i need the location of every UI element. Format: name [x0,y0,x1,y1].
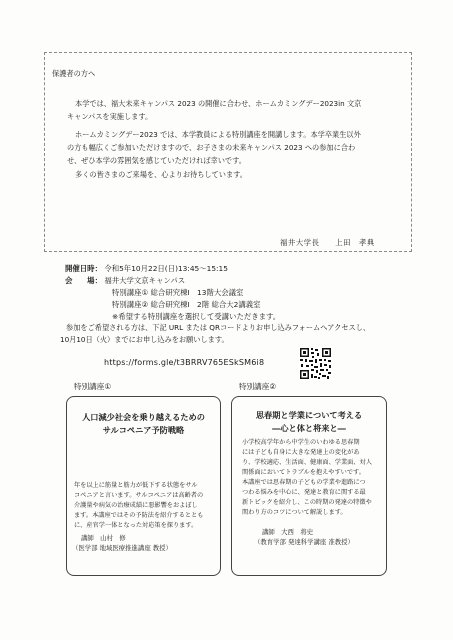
greeting-paragraph-1-line-2: キャンパスを実施します。 [67,112,153,121]
apply-line-1: 参加をご希望される方は、下記 URL または QRコードよりお申し込みフォームへアクセスし、 [66,323,371,332]
date-value: 令和5年10月22日(日)13:45～15:15 [104,264,228,273]
lecture2-lecturer: 講師 大西 将史 [262,528,314,536]
lecture1-tag: 特別講座① [74,382,112,391]
lecture2-body-line: つわる悩みを中心に、発達と教育に関する最 [242,489,366,496]
date-row [65,263,228,275]
lecture2-affiliation: （教育学部 発達科学講座 准教授） [254,538,354,546]
venue-value: 福井大学文京キャンパス [104,276,186,285]
apply-line-2: 10月10日（火）までにお申し込みをお願いします。 [60,335,229,344]
lecture2-title-line-1: 思春期と学業について考える [255,410,363,420]
lecture1-room: 特別講座① 総合研究棟Ⅰ 13階大会議室 [112,288,244,297]
lecture2-body-line: 関係面においてトラブルを抱えやすいです。 [242,469,365,476]
lecture2-card [231,396,387,576]
lecture1-title-line-2: サルコペニア予防戦略 [102,425,185,435]
greeting-paragraph-1-line-1: 本学では、福大未来キャンパス 2023 の開催に合わせ、ホームカミングデー2023in 文京 [75,99,362,108]
lecture2-title-line-2: ―心と体と将来と― [272,423,346,433]
lecture2-tag: 特別講座② [239,382,277,391]
lecture1-title-line-1: 人口減少社会を乗り越えるための [82,412,205,422]
lecture2-body-line: には子ども自身に大きな発達上の変化があ [242,449,360,456]
lecture1-lecturer: 講師 山村 修 [81,534,126,542]
venue-label: 会 場： [65,276,102,285]
lecture1-card [66,396,221,576]
qr-code-icon[interactable] [299,347,332,380]
lecture2-body-line: 新トピックを紹介し、この時期の発達の特徴や [242,499,372,506]
greeting-paragraph-2-line-1: ホームカミングデー2023 では、本学教員による特別講座を開講します。本学卒業生以外 [75,130,361,139]
greeting-paragraph-2-line-3: せ、ぜひ本学の雰囲気を感じていただければ幸いです。 [67,156,246,165]
signature: 福井大学長 上田 孝典 [280,238,375,247]
salutation: 保護者の方へ [52,69,96,78]
lecture1-body-line: コペニアと言います。サルコペニアは高齢者の [74,492,204,499]
lecture2-body-line: 小学校高学年から中学生のいわゆる思春期 [242,439,360,446]
lecture1-body-line: 年を以上に筋量と筋力が低下する状態をサル [74,482,198,489]
lecture1-body-line: ます。本講座ではその予防法を紹介するととも [74,512,204,519]
lecture2-body-line: り、学校適応、生活面、健康面、学業面、対人 [242,459,372,466]
lecture1-body-line: に、産官学一体となった対応策を探ります。 [74,522,198,529]
greeting-paragraph-3: 多くの皆さまのご来場を、心よりお待ちしています。 [75,170,247,179]
lecture1-affiliation: （医学部 地域医療推進講座 教授） [72,544,172,552]
lecture2-body-line: 関わり方のコツについて解説します。 [242,509,347,516]
selection-note: ※希望する特別講座を選択して受講いただきます。 [112,312,281,321]
greeting-paragraph-2-line-2: の方も幅広くご参加いただけますので、お子さまの未来キャンパス 2023 への参加に合わ [67,143,356,152]
lecture2-body-line: 本講座では思春期の子どもの学業や進路につ [242,479,366,486]
lecture1-body-line: 介護量や病気の治療成績に悪影響をおよぼし [74,502,198,509]
greeting-box [44,52,412,252]
date-label: 開催日時： [65,264,102,273]
venue-row [65,275,185,287]
form-url-link[interactable]: https://forms.gle/t3BRRV765ESkSM6i8 [104,358,265,367]
lecture2-room: 特別講座② 総合研究棟Ⅰ 2階 総合大2講義室 [112,300,261,309]
